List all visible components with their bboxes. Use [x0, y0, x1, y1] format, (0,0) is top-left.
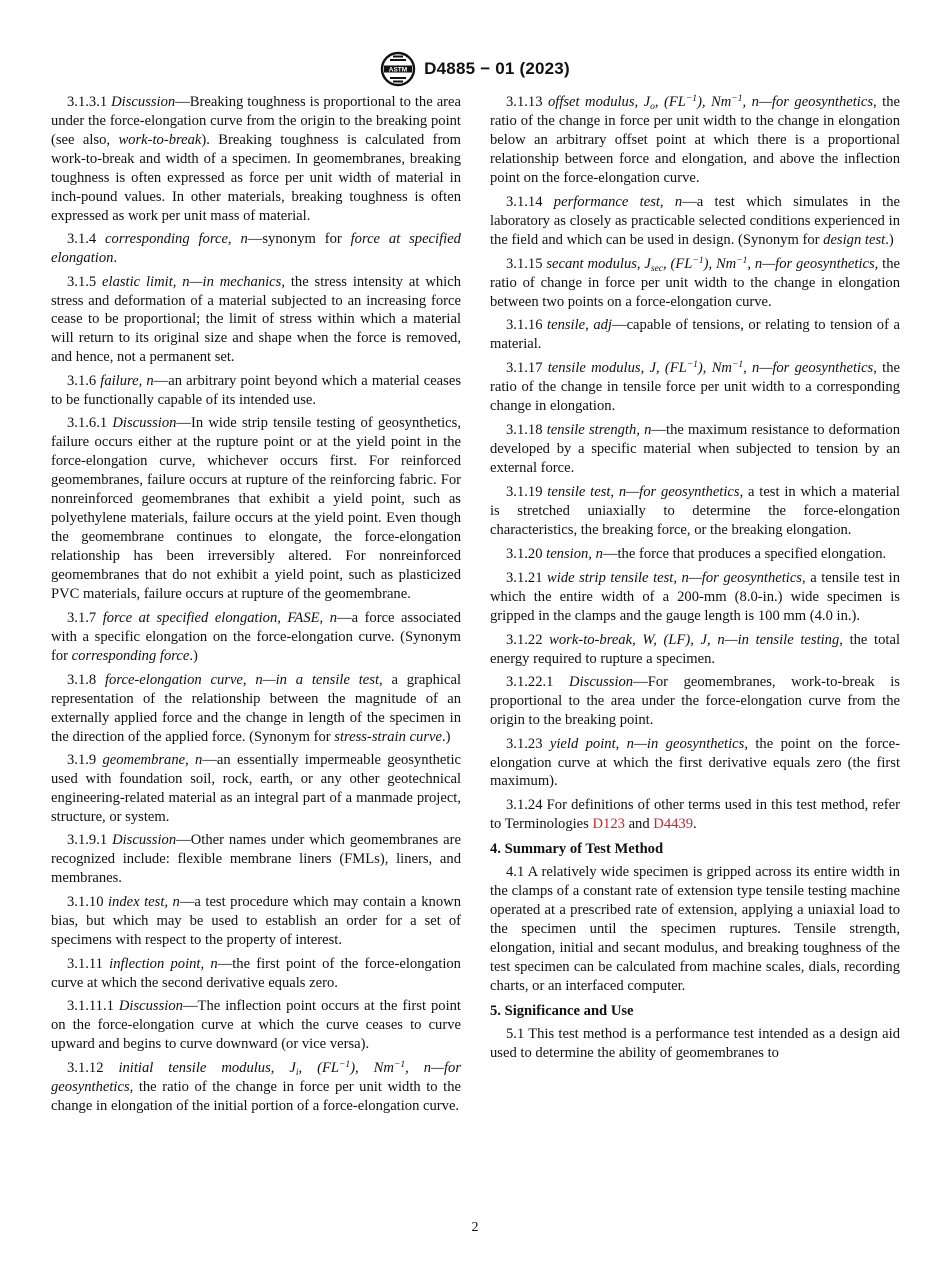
para-3-1-17: 3.1.17 tensile modulus, J, $(FL^{-1})$, $Nm^{-1}$, n—for geosynthetics, the ratio of the change in tensile force per unit width to a corresponding change in elongation. — [490, 360, 900, 415]
page-number: 2 — [471, 1220, 479, 1235]
para-4-1: 4.1 A relatively wide specimen is gripped across its entire width in the clamps of a constant rate of extension type tensile testing machine operated at a prescribed rate of extension, applying a uniaxial load to the specimen until the specimen ruptures. Tensile strength, elongation, initial and secant modulus, and breaking toughness of the test specimen can be calculated from machine scales, dials, recording charts, or an interfaced computer. — [490, 864, 900, 994]
para-3-1-9-1: 3.1.9.1 Discussion—Other names under which geomembranes are recognized include: flexible membrane liners (FMLs), liners, and membranes. — [51, 832, 461, 887]
para-3-1-19: 3.1.19 tensile test, n—for geosynthetics, a test in which a material is stretched uniaxially to determine the force-elongation characteristics, the breaking force, or the breaking elongation. — [490, 484, 900, 539]
para-3-1-23: 3.1.23 yield point, n—in geosynthetics, the point on the force-elongation curve at which the first derivative equals zero (the first maximum). — [490, 735, 900, 790]
para-3-1-16: 3.1.16 tensile, adj—capable of tensions, or relating to tension of a material. — [490, 317, 900, 353]
para-3-1-7: 3.1.7 force at specified elongation, FASE, n—a force associated with a specific elongation on the force-elongation curve. (Synonym for corresponding force.) — [51, 609, 461, 664]
astm-logo-icon — [380, 51, 416, 87]
para-3-1-11-1: 3.1.11.1 Discussion—The inflection point occurs at the first point on the force-elongation curve at which the curve ceases to curve upward and begins to curve downward (or vice versa). — [51, 997, 461, 1052]
para-3-1-13: 3.1.13 offset modulus, $J_o$, $(FL^{-1})$, $Nm^{-1}$, n—for geosynthetics, the ratio of the change in force per unit width to the change in elongation below an arbitrary offset point at which there is a proportional relationship between force and elongation, and above the inflection point on the force-elongation curve. — [490, 94, 900, 186]
para-3-1-24: 3.1.24 For definitions of other terms used in this test method, refer to Terminologies D123 and D4439. — [490, 797, 900, 833]
standard-designation: D4885 − 01 (2023) — [424, 59, 570, 78]
para-3-1-20: 3.1.20 tension, n—the force that produces a specified elongation. — [506, 545, 887, 562]
svg-text:ASTM: ASTM — [388, 66, 408, 74]
para-3-1-12: 3.1.12 initial tensile modulus, $J_i$, $(FL^{-1})$, $Nm^{-1}$, n—for geosynthetics, the ratio of the change in force per unit width to the change in elongation of the initial portion of a force-elongation curve. — [51, 1059, 462, 1114]
section-4-heading: 4. Summary of Test Method — [490, 841, 664, 858]
para-3-1-11: 3.1.11 inflection point, n—the first point of the force-elongation curve at which the second derivative equals zero. — [51, 955, 461, 991]
left-column — [51, 93, 461, 1120]
link-d4439[interactable]: D4439 — [653, 816, 694, 833]
para-3-1-6-1: 3.1.6.1 Discussion—In wide strip tensile testing of geosynthetics, failure occurs either at the rupture point or at the yield point in the force-elongation curve, whichever occurs first. For reinforced geomembranes, failure occurs at rupture of the reinforcing fabric. For nonreinforced geomembranes that exhibit a yield point, such as polyethylene materials, failure occurs at the yield point. Even though the geomembrane continues to elongate, the force-elongation relationship has been irreversibly altered. For nonreinforced geomembranes that do not exhibit a yield point, such as plasticized PVC materials, failure occurs at rupture of the geomembrane. — [51, 415, 461, 602]
para-3-1-8: 3.1.8 force-elongation curve, n—in a tensile test, a graphical representation of the relationship between the magnitude of an externally applied force and the change in length of the specimen in the direction of the applied force. (Synonym for stress-strain curve.) — [51, 671, 461, 745]
para-3-1-9: 3.1.9 geomembrane, n—an essentially impermeable geosynthetic used with foundation soil, rock, earth, or any other geotechnical engineering-related material as an integral part of a manmade project, structure, or system. — [51, 752, 461, 826]
para-3-1-3-1: 3.1.3.1 Discussion—Breaking toughness is proportional to the area under the force-elongation curve from the origin to the breaking point (see also, work-to-break). Breaking toughness is calculated from work-to-break and width of a specimen. In geomembranes, breaking toughness is often expressed as force per unit width of material in inch-pound values. In other materials, breaking toughness is often expressed as work per unit mass of material. — [51, 94, 461, 224]
link-d123[interactable]: D123 — [592, 816, 625, 833]
para-3-1-4: 3.1.4 corresponding force, n—synonym for force at specified elongation. — [51, 230, 461, 266]
para-3-1-15: 3.1.15 secant modulus, $J_{sec}$, $(FL^{-1})$, $Nm^{-1}$, n—for geosynthetics, the ratio of change in force per unit width to the change in elongation between two points on a force-elongation curve. — [490, 255, 900, 310]
para-3-1-22: 3.1.22 work-to-break, W, (LF), J, n—in tensile testing, the total energy required to rupture a specimen. — [490, 631, 901, 667]
para-3-1-6: 3.1.6 failure, n—an arbitrary point beyond which a material ceases to be functionally capable of its intended use. — [51, 373, 461, 409]
para-5-1: 5.1 This test method is a performance test intended as a design aid used to determine the ability of geomembranes to — [490, 1025, 900, 1061]
para-3-1-18: 3.1.18 tensile strength, n—the maximum resistance to deformation developed by a specific material when subjected to tension by an external force. — [490, 422, 901, 477]
right-column — [490, 93, 900, 1067]
para-3-1-5: 3.1.5 elastic limit, n—in mechanics, the stress intensity at which stress and deformation of a material subjected to an increasing force cease to be proportional; the limit of stress within which a material will return to its original size and shape when the force is removed, and hence, not a permanent set. — [51, 273, 461, 366]
para-3-1-22-1: 3.1.22.1 Discussion—For geomembranes, work-to-break is proportional to the area under the force-elongation curve from the origin to the breaking point. — [490, 673, 900, 728]
page-header — [0, 49, 950, 89]
para-3-1-10: 3.1.10 index test, n—a test procedure which may contain a known bias, but which may be used to establish an order for a set of specimens with respect to the property of interest. — [51, 894, 461, 949]
para-3-1-14: 3.1.14 performance test, n—a test which simulates in the laboratory as closely as practicable selected conditions experienced in the field and which can be used in design. (Synonym for design test.) — [490, 193, 900, 248]
section-5-heading: 5. Significance and Use — [490, 1002, 634, 1019]
para-3-1-21: 3.1.21 wide strip tensile test, n—for geosynthetics, a tensile test in which the entire width of a 200-mm (8.0-in.) wide specimen is gripped in the clamps and the gauge length is 100 mm (4.0 in.). — [490, 569, 900, 624]
